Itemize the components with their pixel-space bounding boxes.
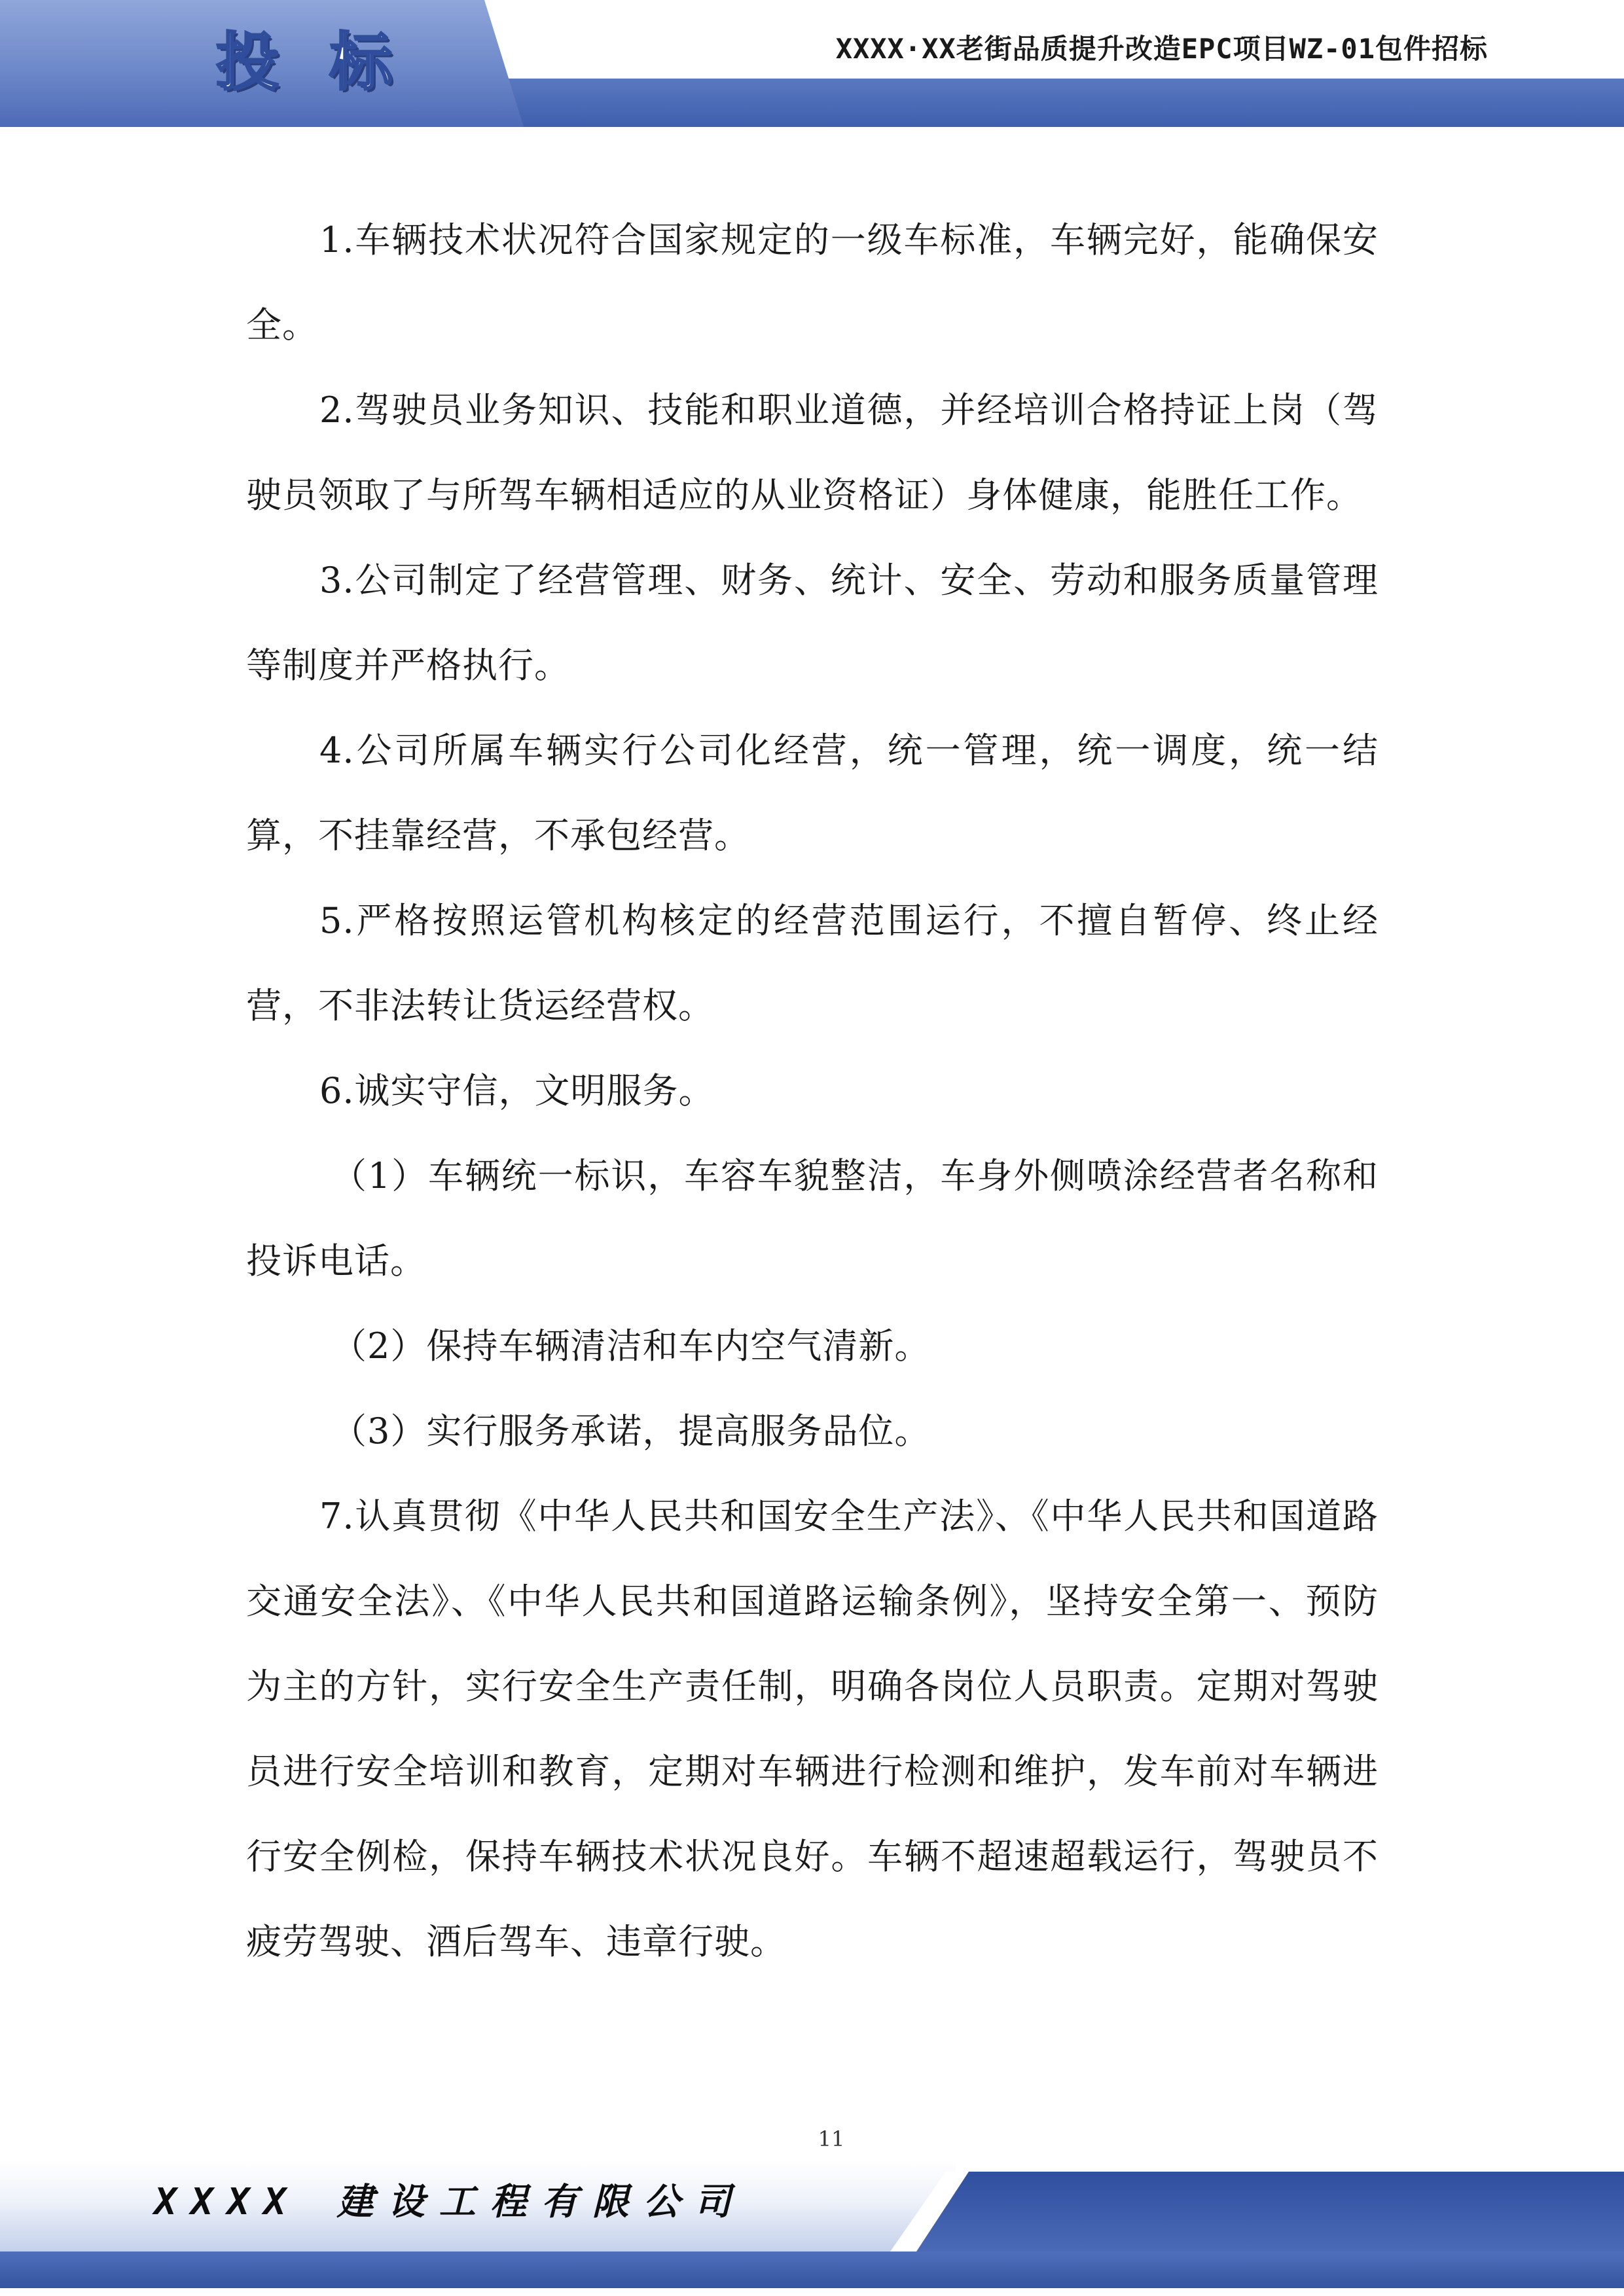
header-section-title: 投 标 — [216, 26, 407, 99]
paragraph-7: 7.认真贯彻《中华人民共和国安全生产法》、《中华人民共和国道路交通安全法》、《中华人民共和国道路运输条例》，坚持安全第一、预防为主的方针，实行安全生产责任制，明确各岗位人员职责。定期对驾驶员进行安全培训和教育，定期对车辆进行检测和维护，发车前对车辆进行安全例检，保持车辆技术状况良好。车辆不超速超载运行，驾驶员不疲劳驾驶、酒后驾车、违章行驶。 — [246, 1496, 1379, 1962]
paragraph-6-3: （3）实行服务承诺，提高服务品位。 — [331, 1410, 931, 1452]
page-number: 11 — [818, 2126, 845, 2151]
paragraph-1: 1.车辆技术状况符合国家规定的一级车标准，车辆完好，能确保安全。 — [246, 219, 1379, 346]
footer-bar — [0, 2251, 1624, 2288]
paragraph-6-2: （2）保持车辆清洁和车内空气清新。 — [331, 1325, 931, 1367]
document-body — [246, 198, 1379, 1984]
header-project-title: XXXX·XX老街品质提升改造EPC项目WZ-01包件招标 — [835, 33, 1488, 65]
paragraph-5: 5.严格按照运管机构核定的经营范围运行，不擅自暂停、终止经营，不非法转让货运经营权。 — [246, 900, 1379, 1026]
footer-decoration — [910, 2172, 1624, 2251]
paragraph-6-1: （1）车辆统一标识，车容车貌整洁，车身外侧喷涂经营者名称和投诉电话。 — [246, 1155, 1379, 1282]
paragraph-4: 4.公司所属车辆实行公司化经营，统一管理，统一调度，统一结算，不挂靠经营，不承包经营。 — [246, 730, 1379, 856]
paragraph-3: 3.公司制定了经营管理、财务、统计、安全、劳动和服务质量管理等制度并严格执行。 — [246, 560, 1379, 686]
footer-company-name: XXXX 建设工程有限公司 — [154, 2181, 746, 2223]
paragraph-6: 6.诚实守信，文明服务。 — [319, 1070, 715, 1111]
paragraph-2: 2.驾驶员业务知识、技能和职业道德，并经培训合格持证上岗（驾驶员领取了与所驾车辆相适应的从业资格证）身体健康，能胜任工作。 — [246, 389, 1379, 516]
